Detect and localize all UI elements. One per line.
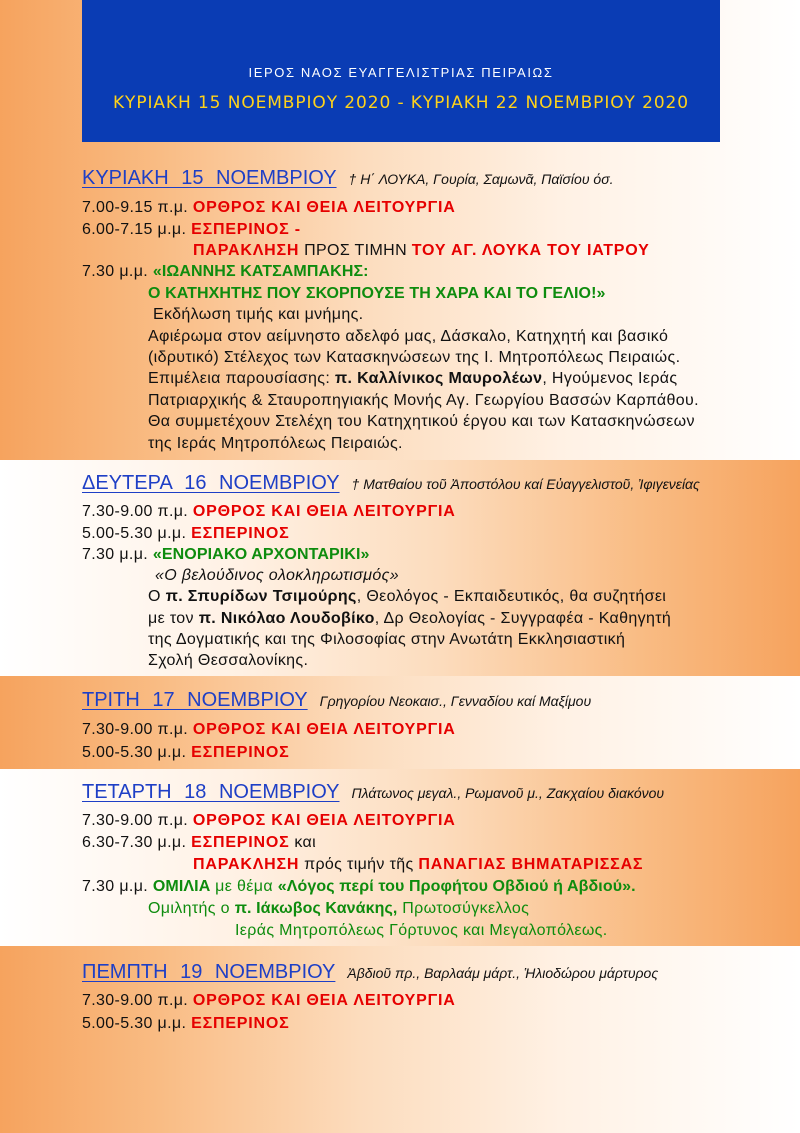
schedule-line [82,326,699,347]
speaker-role: Ιεράς Μητροπόλεως Γόρτυνος και Μεγαλοπόλεως. [235,922,608,939]
event-topic: «Λόγος περί του Προφήτου Οβδιού ή Αβδιού». [277,878,636,895]
feast-of-day: Πλάτωνος μεγαλ., Ρωμανοῦ μ., Ζακχαίου διακόνου [351,785,665,801]
event-description: Σχολή Θεσσαλονίκης. [148,652,309,670]
schedule-line [82,565,671,586]
day-title: ΤΕΤΑΡΤΗ 18 ΝΟΕΜΒΡΙΟΥ [82,781,340,803]
schedule-line [82,608,671,629]
text-segment: , Ηγούμενος Ιεράς [542,370,678,388]
service-name: ΠΑΡΑΚΛΗΣΗ [193,242,300,260]
schedule-line [82,347,699,368]
day-title: ΚΥΡΙΑΚΗ 15 ΝΟΕΜΒΡΙΟΥ [82,167,337,189]
service-time: 7.30-9.00 π.μ. [82,503,189,521]
text-segment: και [294,834,316,851]
event-title: ΟΜΙΛΙΑ [152,878,211,895]
service-time: 6.00-7.15 μ.μ. [82,220,187,238]
text-segment: με θέμα [215,878,273,895]
schedule-line [82,718,456,741]
icon-name: ΠΑΝΑΓΙΑΣ ΒΗΜΑΤΑΡΙΣΣΑΣ [418,856,644,873]
text-segment: , Δρ Θεολογίας - Συγγραφέα - Καθηγητή [374,609,672,627]
event-description: (ιδρυτικό) Στέλεχος των Κατασκηνώσεων της Ι. Μητροπόλεως Πειραιώς. [148,349,681,367]
event-description: της Δογματικής και της Φιλοσοφίας στην Ανωτάτη Εκκλησιαστική [148,631,626,649]
schedule-line [82,876,643,898]
text-segment: Ομιλητής ο [148,900,230,917]
schedule-line [82,219,699,240]
day-heading-monday [82,470,700,496]
event-time: 7.30 μ.μ. [82,545,149,563]
schedule-line [82,898,643,920]
schedule-line [82,832,643,854]
schedule-line [82,368,699,389]
presenter-name: π. Καλλίνικος Μαυρολέων [334,370,543,388]
day-schedule-tuesday [82,718,456,764]
event-subtitle: Ο ΚΑΤΗΧΗΤΗΣ ΠΟΥ ΣΚΟΡΠΟΥΣΕ ΤΗ ΧΑΡΑ ΚΑΙ ΤΟ ΓΕΛΙΟ!» [148,284,606,302]
service-name: ΕΣΠΕΡΙΝΟΣ - [191,220,301,238]
speaker-name: π. Νικόλαο Λουδοβίκο [198,609,375,627]
schedule-line [82,650,671,671]
schedule-line [82,989,456,1012]
text-segment: Ο [148,588,161,606]
schedule-line [82,523,671,544]
text-segment: , Θεολόγος - Εκπαιδευτικός, θα συζητήσει [356,588,667,606]
event-description: Εκδήλωση τιμής και μνήμης. [153,306,364,324]
schedule-line [82,390,699,411]
event-description: Αφιέρωμα στον αείμνηστο αδελφό μας, Δάσκαλο, Κατηχητή και βασικό [148,327,669,345]
schedule-line [82,544,671,565]
service-name: ΠΑΡΑΚΛΗΣΗ [193,856,300,873]
service-name: ΟΡΘΡΟΣ ΚΑΙ ΘΕΙΑ ΛΕΙΤΟΥΡΓΙΑ [192,720,456,738]
service-time: 7.30-9.00 π.μ. [82,720,189,738]
service-time: 7.00-9.15 π.μ. [82,199,189,217]
schedule-line [82,240,699,261]
event-description: Πατριαρχικής & Σταυροπηγιακής Μονής Αγ. Γεωργίου Βασσών Καρπάθου. [148,391,699,409]
feast-of-day: † Η΄ ΛΟΥΚΑ, Γουρία, Σαμωνᾶ, Παϊσίου όσ. [348,171,614,187]
text-segment: Επιμέλεια παρουσίασης: [148,370,331,388]
service-time: 5.00-5.30 μ.μ. [82,1014,187,1032]
event-time: 7.30 μ.μ. [82,263,149,281]
service-time: 7.30-9.00 π.μ. [82,991,189,1009]
saint-name: ΤΟΥ ΑΓ. ΛΟΥΚΑ ΤΟΥ ΙΑΤΡΟΥ [411,242,650,260]
day-heading-tuesday [82,687,591,713]
day-schedule-monday [82,501,671,671]
schedule-line [82,586,671,607]
service-name: ΕΣΠΕΡΙΝΟΣ [191,1014,290,1032]
event-title: «ΕΝΟΡΙΑΚΟ ΑΡΧΟΝΤΑΡΙΚΙ» [152,545,370,563]
service-time: 5.00-5.30 μ.μ. [82,743,187,761]
header-banner [82,0,720,142]
day-heading-wednesday [82,779,664,805]
speaker-role: Πρωτοσύγκελλος [402,900,530,917]
service-name: ΕΣΠΕΡΙΝΟΣ [191,834,290,851]
schedule-line [82,1012,456,1035]
feast-of-day: Γρηγορίου Νεοκαισ., Γενναδίου καί Μαξίμου [319,693,592,709]
day-heading-thursday [82,959,658,985]
text-segment: με τον [148,609,194,627]
schedule-line [82,501,671,522]
event-subtitle: «Ο βελούδινος ολοκληρωτισμός» [155,567,400,585]
day-title: ΔΕΥΤΕΡΑ 16 ΝΟΕΜΒΡΙΟΥ [82,472,340,494]
schedule-line [82,283,699,304]
schedule-line [82,920,643,942]
service-name: ΟΡΘΡΟΣ ΚΑΙ ΘΕΙΑ ΛΕΙΤΟΥΡΓΙΑ [192,503,456,521]
church-name: ΙΕΡΟΣ ΝΑΟΣ ΕΥΑΓΓΕΛΙΣΤΡΙΑΣ ΠΕΙΡΑΙΩΣ [248,65,554,80]
service-name: ΟΡΘΡΟΣ ΚΑΙ ΘΕΙΑ ΛΕΙΤΟΥΡΓΙΑ [192,991,456,1009]
text-segment: ΠΡΟΣ ΤΙΜΗΝ [304,242,407,260]
schedule-line [82,629,671,650]
schedule-line [82,810,643,832]
schedule-period: ΚΥΡΙΑΚΗ 15 ΝΟΕΜΒΡΙΟΥ 2020 - ΚΥΡΙΑΚΗ 22 ΝΟΕΜΒΡΙΟΥ 2020 [113,93,689,113]
event-title: «ΙΩΑΝΝΗΣ ΚΑΤΣΑΜΠΑΚΗΣ: [152,263,369,281]
feast-of-day: Ἀβδιοῦ πρ., Βαρλαάμ μάρτ., Ἡλιοδώρου μάρτυρος [347,965,659,981]
event-description: Θα συμμετέχουν Στελέχη του Κατηχητικού έργου και των Κατασκηνώσεων [148,413,695,431]
event-description: της Ιεράς Μητροπόλεως Πειραιώς. [148,434,403,452]
schedule-line [82,261,699,282]
service-time: 7.30-9.00 π.μ. [82,812,189,829]
schedule-line [82,304,699,325]
day-schedule-wednesday [82,810,643,942]
feast-of-day: † Ματθαίου τοῦ Ἀποστόλου καί Εὐαγγελιστοῦ, Ἰφιγενείας [351,476,700,492]
schedule-line [82,854,643,876]
text-segment: πρός τιμήν τῆς [304,856,414,873]
day-title: ΤΡΙΤΗ 17 ΝΟΕΜΒΡΙΟΥ [82,689,308,711]
service-name: ΕΣΠΕΡΙΝΟΣ [191,524,290,542]
service-name: ΟΡΘΡΟΣ ΚΑΙ ΘΕΙΑ ΛΕΙΤΟΥΡΓΙΑ [192,199,456,217]
day-schedule-thursday [82,989,456,1035]
schedule-line [82,741,456,764]
day-heading-sunday [82,165,614,191]
speaker-name: π. Σπυρίδων Τσιμούρης [165,588,357,606]
day-schedule-sunday [82,197,699,454]
day-title: ΠΕΜΠΤΗ 19 ΝΟΕΜΒΡΙΟΥ [82,961,336,983]
service-time: 5.00-5.30 μ.μ. [82,524,187,542]
service-name: ΕΣΠΕΡΙΝΟΣ [191,743,290,761]
service-name: ΟΡΘΡΟΣ ΚΑΙ ΘΕΙΑ ΛΕΙΤΟΥΡΓΙΑ [192,812,456,829]
schedule-line [82,411,699,432]
event-time: 7.30 μ.μ. [82,878,149,895]
speaker-name: π. Ιάκωβος Κανάκης, [234,900,398,917]
schedule-line [82,197,699,218]
service-time: 6.30-7.30 μ.μ. [82,834,187,851]
schedule-line [82,433,699,454]
